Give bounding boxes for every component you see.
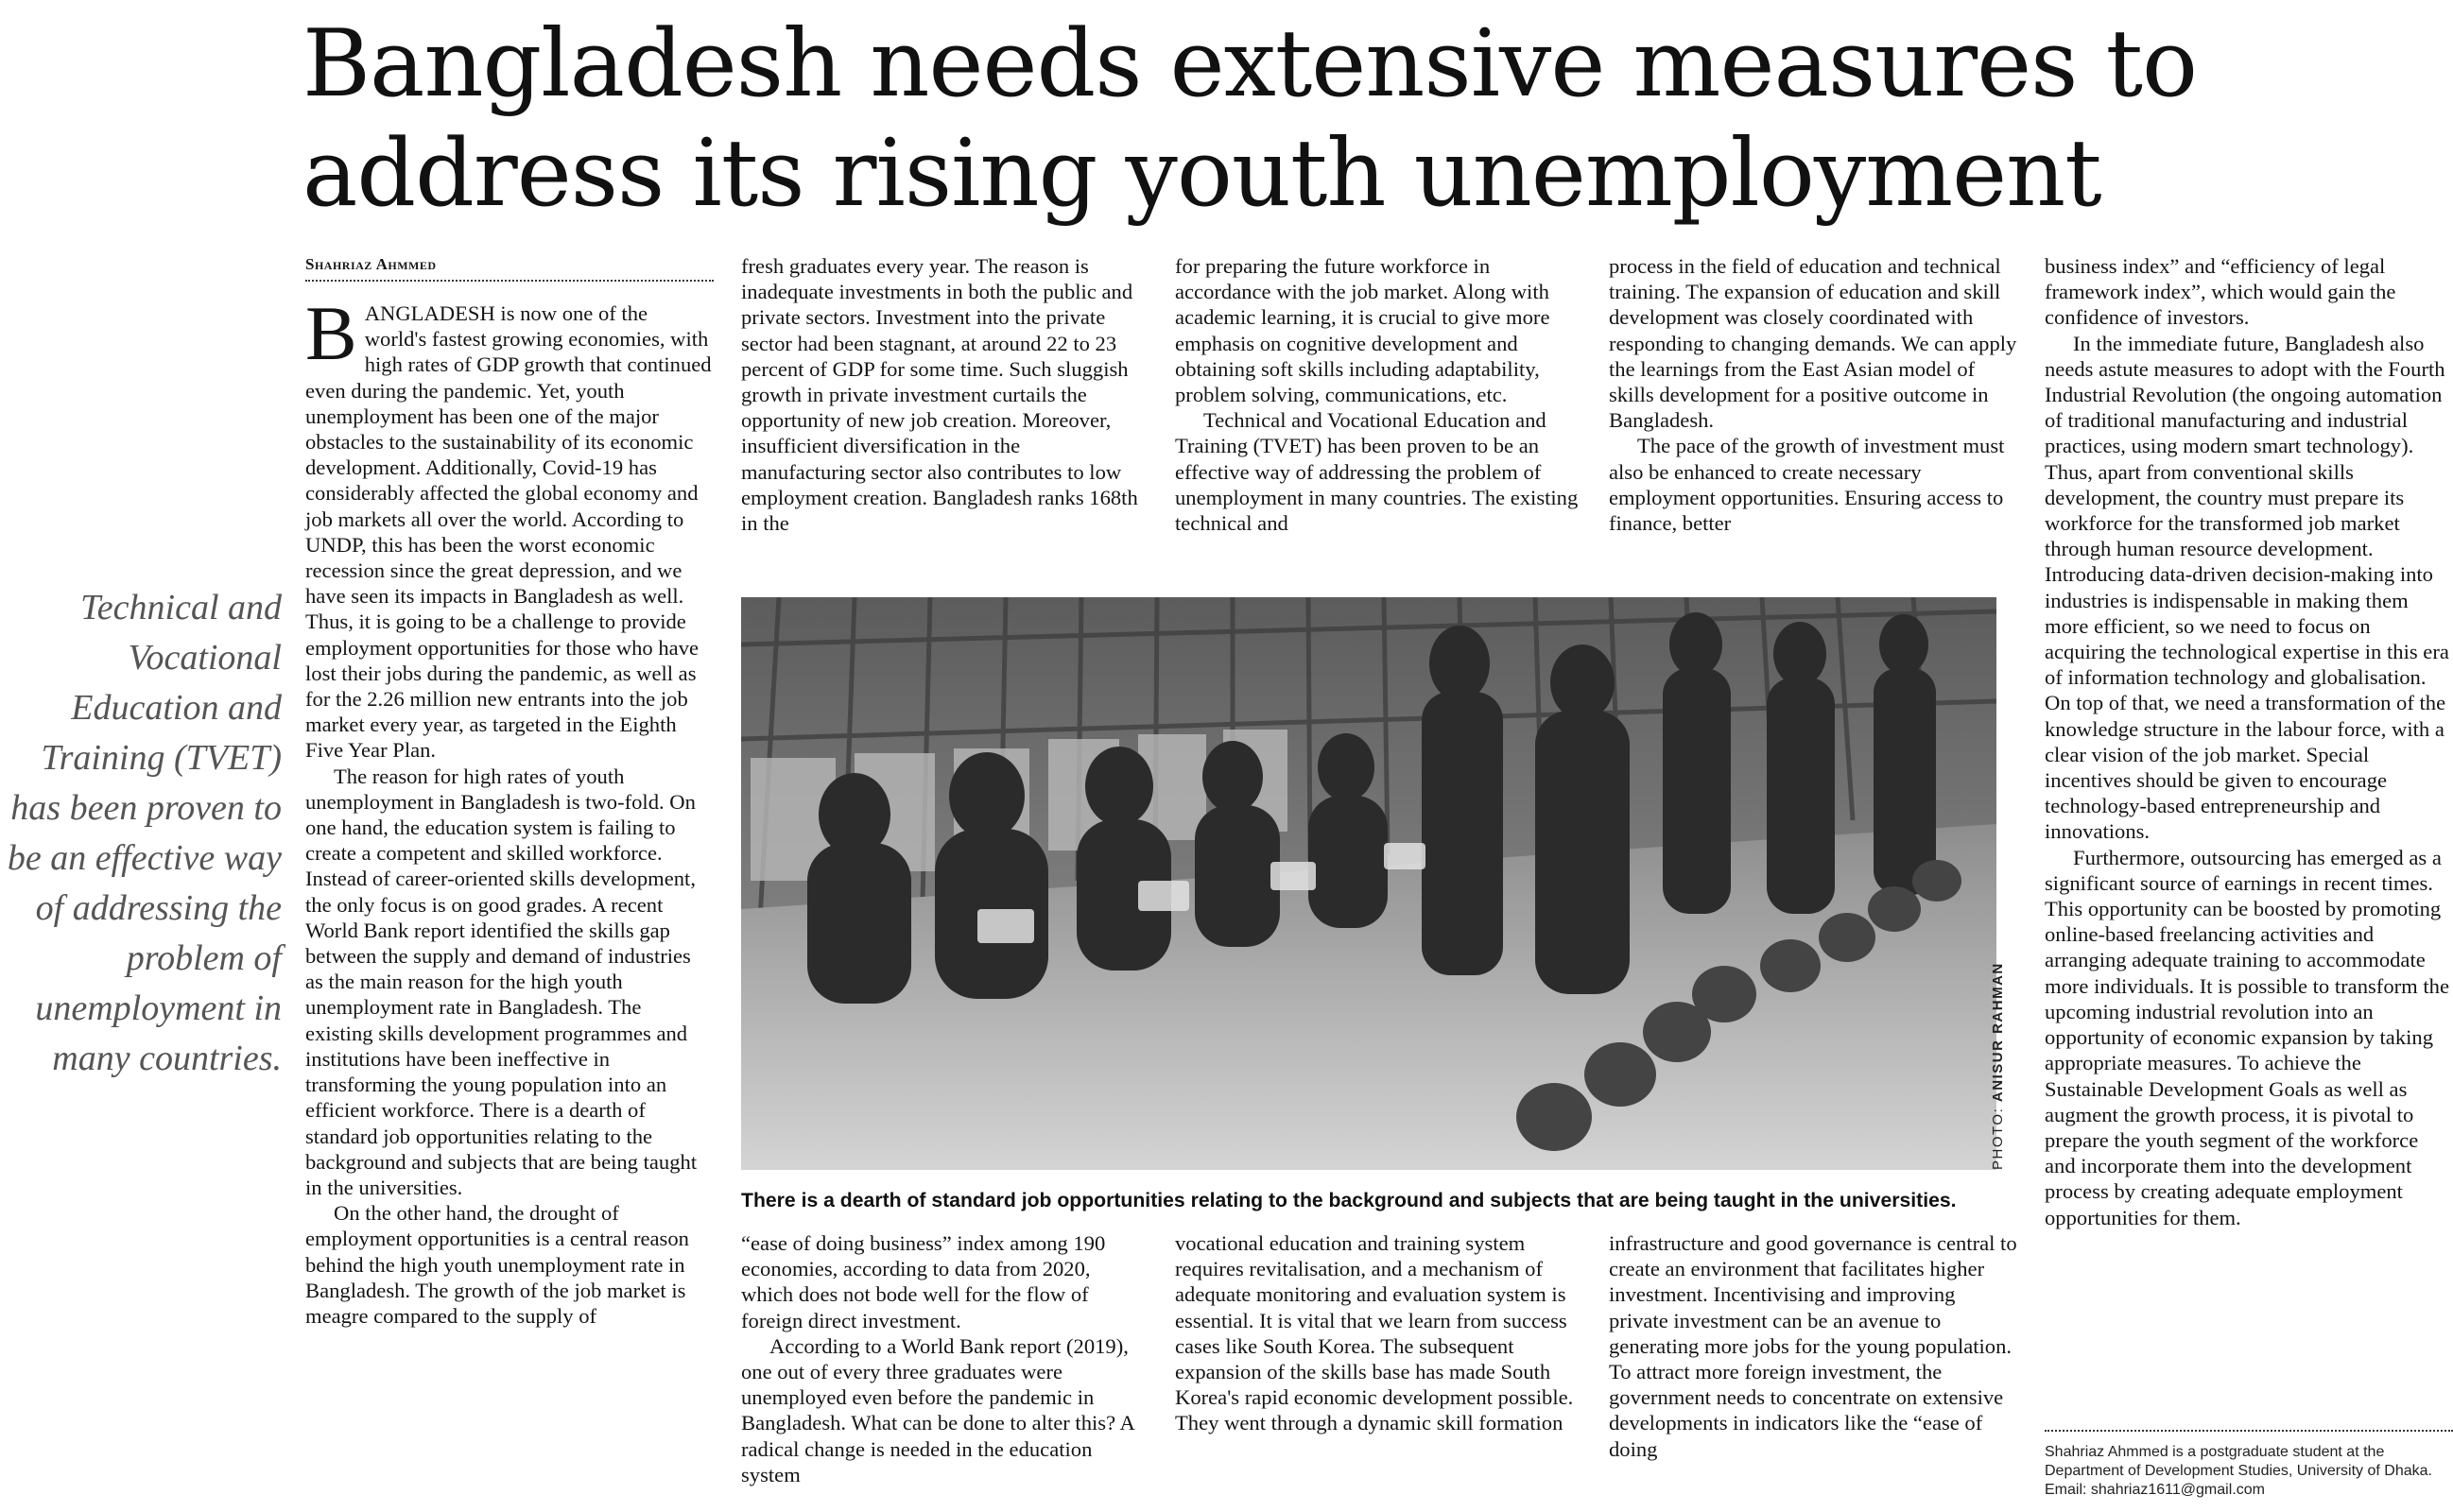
column-4-top <box>1609 253 2017 536</box>
paragraph: for preparing the future workforce in accordance with the job market. Along with academic learning, it is crucial to give more emphasis on cognitive development and obtaining soft skills including adaptability, problem solving, communications, etc. <box>1175 254 1550 407</box>
column-2-top <box>741 253 1138 536</box>
photo-caption: There is a dearth of standard job opportunities relating to the background and subjects that are being taught in the universities. <box>741 1190 1957 1211</box>
paragraph: process in the field of education and technical training. The expansion of education and skill development was closely coordinated with responding to changing demands. We can apply the learnings from the East Asian model of skills development for a positive outcome in Bangladesh. <box>1609 254 2017 433</box>
news-photo <box>741 597 1996 1170</box>
column-3-top <box>1175 253 1581 536</box>
column-5 <box>2045 253 2453 1230</box>
paragraph: The pace of the growth of investment must also be enhanced to create necessary employment opportunities. Ensuring access to finance, better <box>1609 434 2005 536</box>
column-4-bottom <box>1609 1230 2017 1462</box>
column-1 <box>305 290 714 1329</box>
paragraph: fresh graduates every year. The reason is inadequate investments in both the public and private sectors. Investment into the private sector had been stagnant, at around 22 to 23 percent of GDP for some time. Such sluggish growth in private investment curtails the opportunity of new job creation. Moreover, insufficient diversification in the manufacturing sector also contributes to low employment creation. Bangladesh ranks 168th in the <box>741 254 1138 536</box>
paragraph: The reason for high rates of youth unemployment in Bangladesh is two-fold. On one hand, the education system is failing to create a competent and skilled workforce. Instead of career-oriented skills development, the only focus is on good grades. A recent World Bank report identified the skills gap between the supply and demand of industries as the main reason for the high youth unemployment rate in Bangladesh. The existing skills development programmes and institutions have been ineffective in transforming the young population into an efficient workforce. There is a dearth of standard job opportunities relating to the background and subjects that are being taught in the universities. <box>305 764 698 1199</box>
paragraph: According to a World Bank report (2019), one out of every three graduates were unemployed even before the pandemic in Bangladesh. What can be done to alter this? A radical change is needed in the education system <box>741 1333 1134 1486</box>
pull-quote: Technical and Vocational Education and Training (TVET) has been proven to be an effective way of addressing the problem of unemployment in many countries. <box>7 588 282 1078</box>
column-2-bottom <box>741 1230 1138 1487</box>
author-bio-divider <box>2045 1430 2453 1432</box>
paragraph: BANGLADESH is now one of the world's fastest growing economies, with high rates of GDP growth that continued even during the pandemic. Yet, youth unemployment has been one of the major obstacles to the sustainability of its economic development. Additionally, Covid-19 has considerably affected the global economy and job markets all over the world. According to UNDP, this has been the worst economic recession since the great depression, and we have seen its impacts in Bangladesh as well. Thus, it is going to be a challenge to provide employment opportunities for those who have lost their jobs during the pandemic, as well as for the 2.26 million new entrants into the job market every year, as targeted in the Eighth Five Year Plan. <box>305 290 712 763</box>
paragraph: In the immediate future, Bangladesh also needs astute measures to adopt with the Fourth Industrial Revolution (the ongoing automation of traditional manufacturing and industrial practices, using modern smart technology). Thus, apart from conventional skills development, the country must prepare its workforce for the transformed job market through human resource development. Introducing data-driven decision-making into industries is indispensable in making them more efficient, so we need to focus on acquiring the technological expertise in this era of information technology and globalisation. On top of that, we need a transformation of the knowledge structure in the labour force, with a clear vision of the job market. Special incentives should be given to encourage technology-based entrepreneurship and innovations. <box>2045 331 2449 844</box>
paragraph: infrastructure and good governance is central to create an environment that facilitates higher investment. Incentivising and improving private investment can be an avenue to generating more jobs for the young population. To attract more foreign investment, the government needs to concentrate on extensive developments in indicators like the “ease of doing <box>1609 1231 2017 1461</box>
photo-illustration <box>741 597 1996 1170</box>
author-bio: Shahriaz Ahmmed is a postgraduate student at the Department of Development Studies, University of Dhaka. Email: shahriaz1611@gmail.com <box>2045 1444 2432 1498</box>
paragraph: Furthermore, outsourcing has emerged as a significant source of earnings in recent times. This opportunity can be boosted by promoting online-based freelancing activities and arranging adequate training to accommodate more individuals. It is possible to transform the upcoming industrial revolution into an opportunity of economic expansion by taking appropriate measures. To achieve the Sustainable Development Goals as well as augment the growth process, it is pivotal to prepare the youth segment of the workforce and incorporate them into the development process by creating adequate employment opportunities for them. <box>2045 845 2449 1229</box>
column-3-bottom <box>1175 1230 1581 1436</box>
photo-credit: PHOTO: ANISUR RAHMAN <box>1990 962 2006 1170</box>
byline: Shahriaz Ahmmed <box>305 255 714 282</box>
paragraph: vocational education and training system requires revitalisation, and a mechanism of adequate monitoring and evaluation system is essential. It is vital that we learn from success cases like South Korea. The subsequent expansion of the skills base has made South Korea's rapid economic development possible. They went through a dynamic skill formation <box>1175 1231 1574 1435</box>
headline: Bangladesh needs extensive measures to address its rising youth unemployment <box>302 10 2197 228</box>
paragraph: On the other hand, the drought of employment opportunities is a central reason behind the high youth unemployment rate in Bangladesh. The growth of the job market is meagre compared to the supply of <box>305 1201 689 1328</box>
paragraph: business index” and “efficiency of legal framework index”, which would gain the confidence of investors. <box>2045 254 2396 330</box>
drop-cap: B <box>305 290 357 376</box>
paragraph: “ease of doing business” index among 190 economies, according to data from 2020, which does not bode well for the flow of foreign direct investment. <box>741 1231 1106 1332</box>
paragraph: Technical and Vocational Education and Training (TVET) has been proven to be an effective way of addressing the problem of unemployment in many countries. The existing technical and <box>1175 408 1579 536</box>
